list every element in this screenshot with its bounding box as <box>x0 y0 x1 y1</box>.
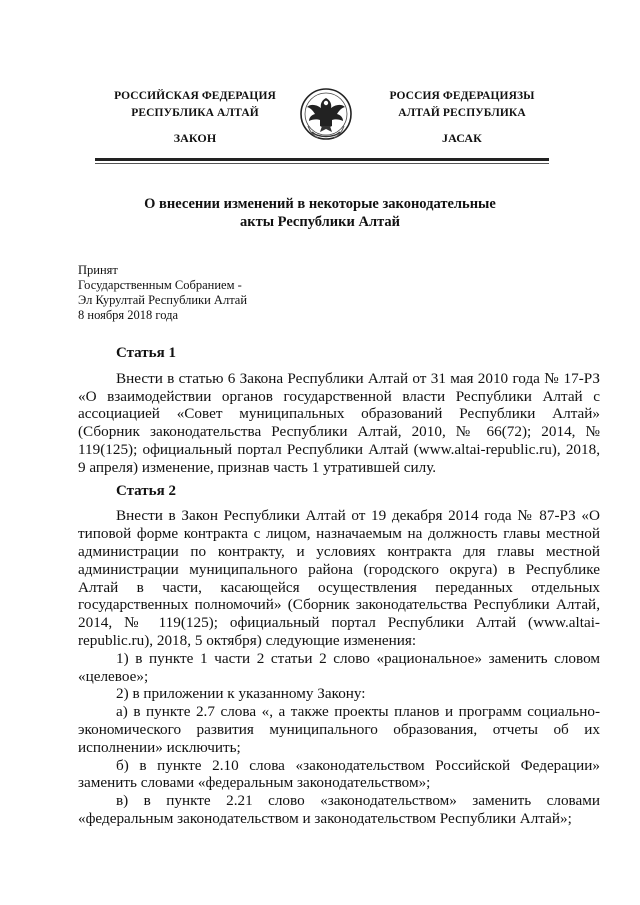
header-left-republic: РЕСПУБЛИКА АЛТАЙ <box>131 107 259 119</box>
article-2-item: 2) в приложении к указанному Закону: <box>116 685 366 703</box>
adoption-block <box>78 263 247 323</box>
law-title-line-1: О внесении изменений в некоторые законодательные <box>144 196 496 212</box>
article-1-text: Внести в статью 6 Закона Республики Алтай от 31 мая 2010 года № 17-РЗ «О взаимодействии органов государственной власти Республики Алтай с ассоциацией «Совет муниципальных образований Республики Алтай» (Сборник законодательства Республики Алтай, 2010, № 66(72); 2014, № 119(125); официальный портал Республики Алтай (www.altai-republic.ru), 2018, 9 апреля) изменение, признав часть 1 утратившей силу. <box>78 369 600 476</box>
header-divider-thin <box>95 163 549 164</box>
coat-of-arms-icon <box>298 82 354 148</box>
article-2-heading: Статья 2 <box>116 482 176 499</box>
adoption-line-3: Эл Курултай Республики Алтай <box>78 293 248 307</box>
article-2-intro: Внести в Закон Республики Алтай от 19 декабря 2014 года № 87-РЗ «О типовой форме контракта с лицом, назначаемым на должность главы местной администрации по контракту, и условиях контракта для главы местной администрации муниципального района (городского округа) в Республике Алтай в части, касающейся осуществления переданных отдельных государственных полномочий» (Сборник законодательства Республики Алтай, 2014, № 119(125); официальный портал Республики Алтай (www.altai-republic.ru), 2018, 5 октября) следующие изменения: <box>78 507 600 649</box>
adoption-line-1: Принят <box>78 263 118 277</box>
article-2-item: 1) в пункте 1 части 2 статьи 2 слово «рациональное» заменить словом «целевое»; <box>78 649 600 685</box>
header-right-country: РОССИЯ ФЕДЕРАЦИЯЗЫ <box>389 90 535 102</box>
adoption-line-2: Государственным Собранием - <box>78 278 242 292</box>
header-left-country: РОССИЙСКАЯ ФЕДЕРАЦИЯ <box>114 90 276 102</box>
header-right <box>362 88 562 147</box>
header-right-law: JАСАК <box>441 131 482 145</box>
law-title <box>70 195 570 231</box>
article-2-item: в) в пункте 2.21 слово «законодательством» заменить словами «федеральным законодательством и законодательством Республики Алтай»; <box>78 792 600 827</box>
header-divider-thick <box>95 158 549 161</box>
header-right-republic: АЛТАЙ РЕСПУБЛИКА <box>398 107 526 119</box>
article-2-item: б) в пункте 2.10 слова «законодательством Российской Федерации» заменить словами «федеральным законодательством»; <box>78 756 600 792</box>
adoption-date: 8 ноября 2018 года <box>78 308 179 322</box>
header-left <box>95 88 295 147</box>
article-2-item: а) в пункте 2.7 слова «, а также проекты планов и программ социально-экономического развития муниципального образования, отчеты об их исполнении» исключить; <box>78 703 600 756</box>
article-1-heading: Статья 1 <box>116 345 176 361</box>
header-left-law: ЗАКОН <box>173 131 217 145</box>
law-title-line-2: акты Республики Алтай <box>239 214 401 230</box>
law-body <box>78 345 600 828</box>
